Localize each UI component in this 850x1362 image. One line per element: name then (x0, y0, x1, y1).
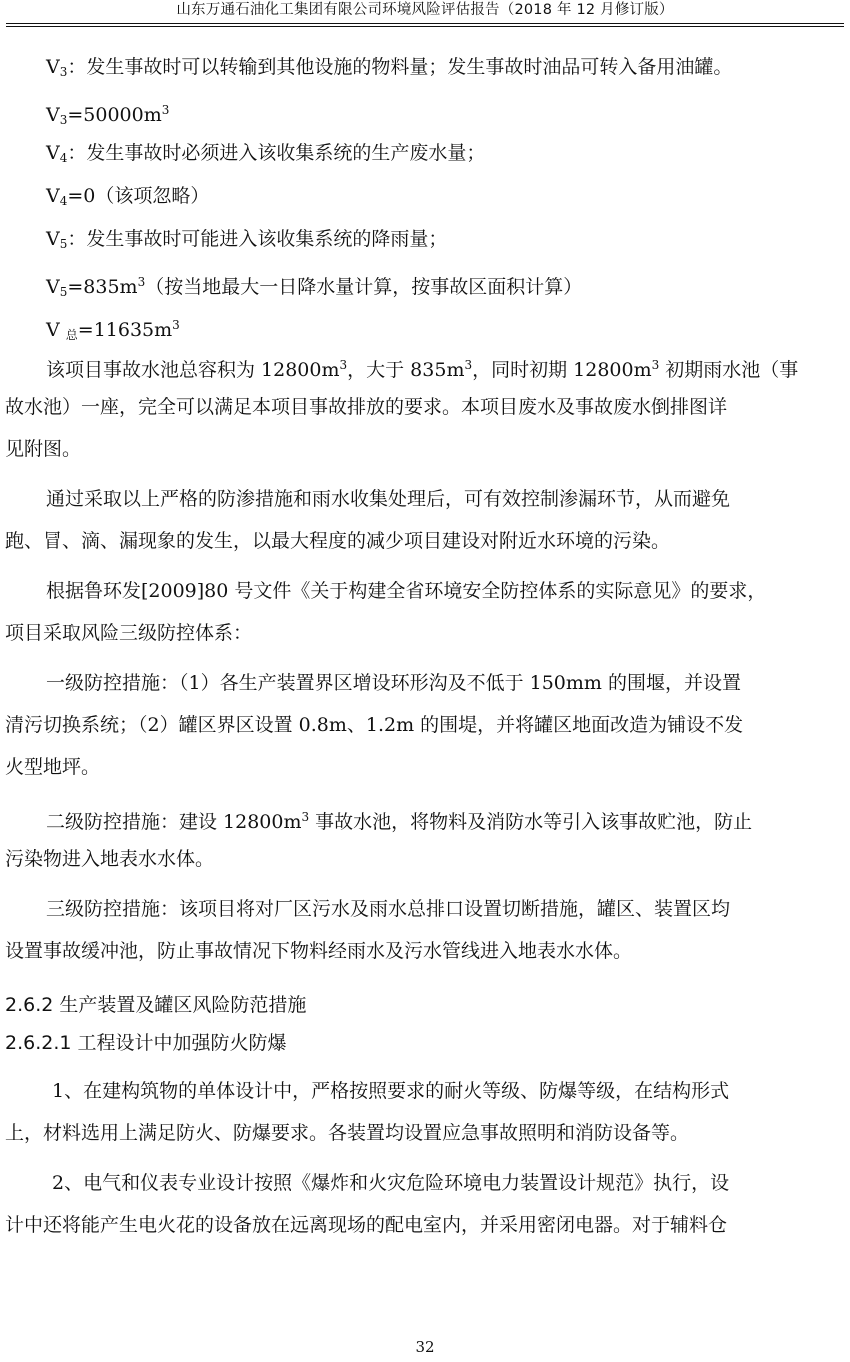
v3-value: $V_3=50000m^3$ (46, 103, 170, 127)
paragraph-pool-capacity-line1: 该项目事故水池总容积为 $12800m^3$，大于 $835m^3$，同时初期 $12800m^3$ 初期雨水池（事 (46, 358, 799, 381)
paragraph-pool-capacity-line3: 见附图。 (5, 438, 82, 460)
item2-line1: 2、电气和仪表专业设计按照《爆炸和火灾危险环境电力装置设计规范》执行，设 (52, 1172, 730, 1194)
header-rule-thin (6, 26, 844, 27)
section-heading-2-6-2: 2.6.2 生产装置及罐区风险防范措施 (5, 994, 307, 1016)
v4-definition: $V_4$：发生事故时必须进入该收集系统的生产废水量； (46, 142, 486, 165)
paragraph-seepage-line1: 通过采取以上严格的防渗措施和雨水收集处理后，可有效控制渗漏环节，从而避免 (46, 488, 731, 510)
level3-measures-line2: 设置事故缓冲池，防止事故情况下物料经雨水及污水管线进入地表水水体。 (5, 940, 633, 962)
level1-measures-line2: 清污切换系统；（2）罐区界区设置 0.8m、1.2m 的围堤，并将罐区地面改造为铺设不发 (5, 714, 744, 736)
paragraph-regulation-line1: 根据鲁环发[2009]80 号文件《关于构建全省环境安全防控体系的实际意见》的要求， (46, 580, 767, 602)
level1-measures-line3: 火型地坪。 (5, 756, 101, 778)
item1-line1: 1、在建构筑物的单体设计中，严格按照要求的耐火等级、防爆等级，在结构形式 (52, 1080, 730, 1102)
paragraph-pool-capacity-line2: 故水池）一座，完全可以满足本项目事故排放的要求。本项目废水及事故废水倒排图详 (5, 396, 728, 418)
paragraph-regulation-line2: 项目采取风险三级防控体系： (5, 622, 253, 644)
level2-measures-line1: 二级防控措施：建设 $12800m^3$ 事故水池，将物料及消防水等引入该事故贮池，防止 (46, 810, 753, 833)
paragraph-seepage-line2: 跑、冒、滴、漏现象的发生，以最大程度的减少项目建设对附近水环境的污染。 (5, 530, 671, 552)
v5-definition: $V_5$：发生事故时可能进入该收集系统的降雨量； (46, 228, 448, 251)
v4-value: $V_4=0$（该项忽略） (46, 185, 210, 208)
level2-measures-line2: 污染物进入地表水水体。 (5, 848, 215, 870)
page-number: 32 (415, 1338, 435, 1356)
section-heading-2-6-2-1: 2.6.2.1 工程设计中加强防火防爆 (5, 1032, 287, 1054)
page-header: 山东万通石油化工集团有限公司环境风险评估报告（2018 年 12 月修订版） (176, 2, 674, 18)
item1-line2: 上，材料选用上满足防火、防爆要求。各装置均设置应急事故照明和消防设备等。 (5, 1122, 690, 1144)
level3-measures-line1: 三级防控措施：该项目将对厂区污水及雨水总排口设置切断措施，罐区、装置区均 (46, 898, 731, 920)
header-rule (6, 23, 844, 24)
level1-measures-line1: 一级防控措施：（1）各生产装置界区增设环形沟及不低于 150mm 的围堰，并设置 (46, 672, 741, 694)
v3-definition: $V_3$：发生事故时可以转输到其他设施的物料量；发生事故时油品可转入备用油罐。 (46, 56, 733, 79)
v-total-value: V $_总=11635m^3$ (46, 318, 180, 342)
item2-line2: 计中还将能产生电火花的设备放在远离现场的配电室内，并采用密闭电器。对于辅料仓 (5, 1214, 728, 1236)
v5-value: $V_5=835m^3$（按当地最大一日降水量计算，按事故区面积计算） (46, 275, 583, 299)
